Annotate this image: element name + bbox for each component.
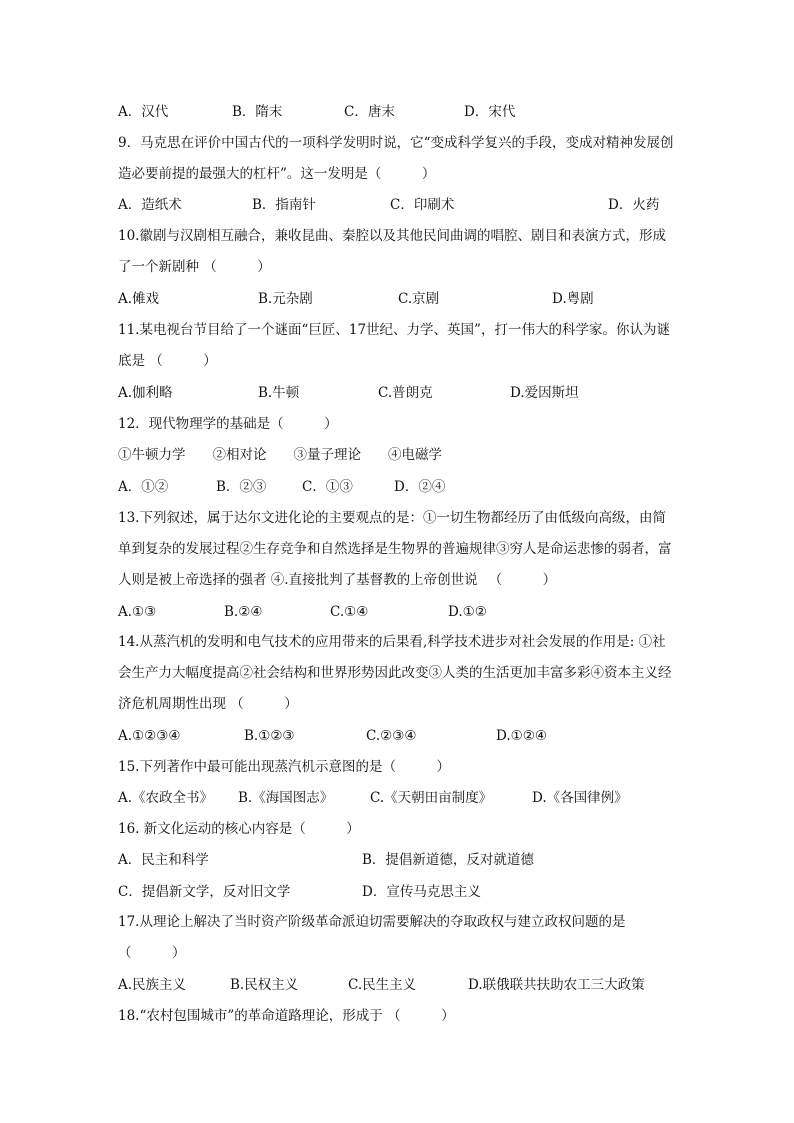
q12-stem: 12．现代物理学的基础是（ ）	[118, 416, 338, 432]
q12-option-a: A．①②	[118, 479, 169, 495]
q16-option-d: D．宣传马克思主义	[362, 884, 481, 900]
q9-option-b: B．指南针	[252, 197, 316, 213]
q17-stem: 17.从理论上解决了当时资产阶级革命派迫切需要解决的夺取政权与建立政权问题的是 （ ）	[118, 914, 626, 961]
q12-option-b: B．②③	[216, 479, 267, 495]
q10-option-c: C.京剧	[398, 291, 440, 307]
q16-option-a: A．民主和科学	[118, 852, 209, 868]
q10-option-a: A.傩戏	[118, 291, 160, 307]
q11-option-d: D.爱因斯坦	[510, 385, 579, 401]
q14-option-c: C.②③④	[366, 728, 417, 744]
q14-option-b: B.①②③	[244, 728, 295, 744]
q11-option-a: A.伽利略	[118, 385, 173, 401]
q13-option-d: D.①②	[448, 604, 487, 620]
q10-option-d: D.粤剧	[552, 291, 594, 307]
q15-option-c: C.《天朝田亩制度》	[370, 790, 493, 806]
q10-option-b: B.元杂剧	[258, 291, 313, 307]
q16-option-b: B．提倡新道德，反对就道德	[362, 852, 534, 868]
q14-option-a: A.①②③④	[118, 728, 181, 744]
q15-stem: 15.下列著作中最可能出现蒸汽机示意图的是（ ）	[118, 759, 450, 775]
q8-option-d: D．宋代	[464, 104, 516, 120]
q8-option-c: C．唐末	[344, 104, 395, 120]
q12-option-d: D．②④	[394, 479, 446, 495]
q8-option-b: B．隋末	[232, 104, 283, 120]
q13-option-c: C.①④	[330, 604, 369, 620]
q13-option-a: A.①③	[118, 604, 157, 620]
q18-stem: 18.“农村包围城市”的革命道路理论，形成于 （ ）	[118, 1008, 455, 1024]
q15-option-b: B.《海国图志》	[238, 790, 334, 806]
q15-option-d: D.《各国律例》	[532, 790, 628, 806]
q17-option-d: D.联俄联共扶助农工三大政策	[468, 977, 645, 993]
q14-stem: 14.从蒸汽机的发明和电气技术的应用带来的后果看,科学技术进步对社会发展的作用是: ①社会生产力大幅度提高②社会结构和世界形势因此改变③人类的生活更加丰富多彩④资本主义经济危机周期性出现 （ ）	[118, 634, 672, 712]
q9-stem: 9．马克思在评价中国古代的一项科学发明时说，它“变成科学复兴的手段，变成对精神发展创造必要前提的最强大的杠杆”。这一发明是（ ）	[118, 135, 674, 182]
q11-option-c: C.普朗克	[378, 385, 433, 401]
q9-option-c: C．印刷术	[390, 197, 455, 213]
q8-option-a: A．汉代	[118, 104, 169, 120]
q11-option-b: B.牛顿	[258, 385, 300, 401]
q17-option-c: C.民生主义	[348, 977, 417, 993]
q9-option-a: A．造纸术	[118, 197, 182, 213]
q17-option-a: A.民族主义	[118, 977, 187, 993]
q13-stem: 13.下列叙述，属于达尔文进化论的主要观点的是：①一切生物都经历了由低级向高级，由简单到复杂的发展过程②生存竞争和自然选择是生物界的普遍规律③穷人是命运悲惨的弱者，富人则是被上帝选择的强者 ④.直接批判了基督教的上帝创世说 （ ）	[118, 510, 672, 588]
q12-option-c: C．①③	[302, 479, 353, 495]
q14-option-d: D.①②④	[496, 728, 547, 744]
q11-stem: 11.某电视台节目给了一个谜面“巨匠、17世纪、力学、英国”，打一伟大的科学家。你认为谜底是 （ ）	[118, 322, 670, 369]
q15-option-a: A.《农政全书》	[118, 790, 214, 806]
q12-items: ①牛顿力学 ②相对论 ③量子理论 ④电磁学	[118, 447, 442, 463]
q16-stem: 16. 新文化运动的核心内容是（ ）	[118, 821, 360, 837]
q16-option-c: C．提倡新文学，反对旧文学	[118, 884, 291, 900]
q17-option-b: B.民权主义	[230, 977, 299, 993]
q10-stem: 10.徽剧与汉剧相互融合，兼收昆曲、秦腔以及其他民间曲调的唱腔、剧目和表演方式，形成了一个新剧种 （ ）	[118, 228, 666, 275]
q9-option-d: D．火药	[608, 197, 660, 213]
q13-option-b: B.②④	[224, 604, 263, 620]
